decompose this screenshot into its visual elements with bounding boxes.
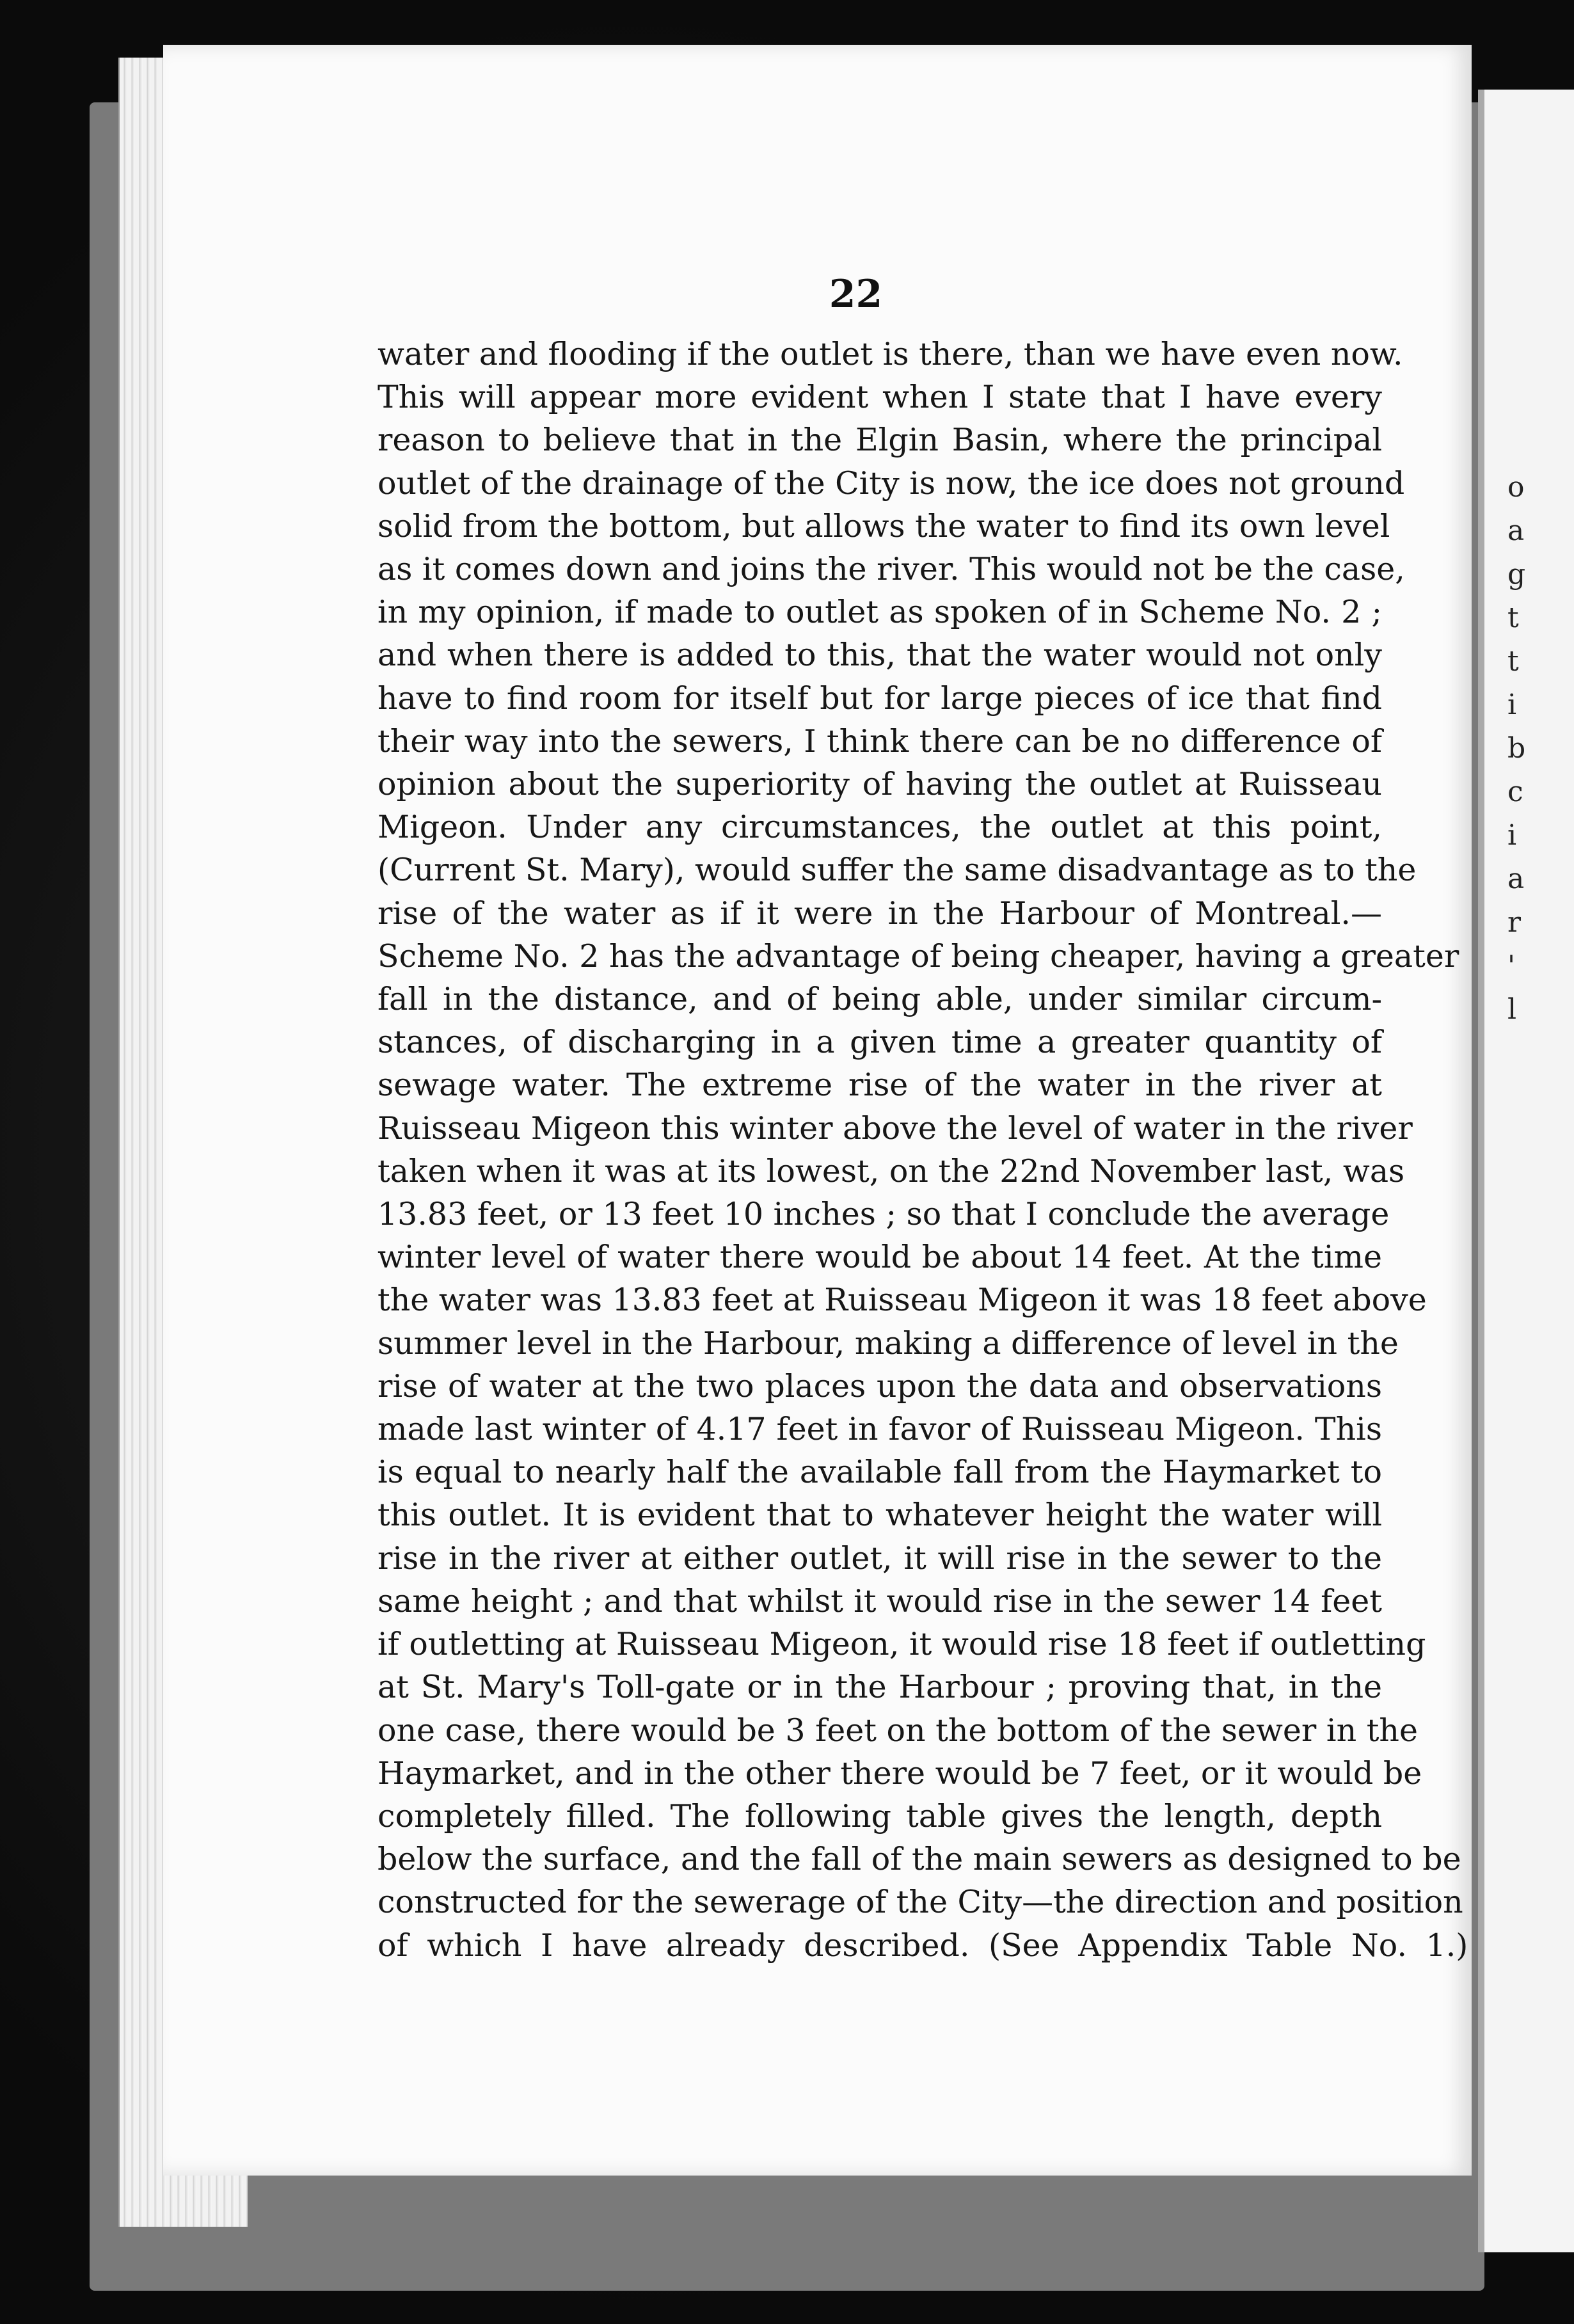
text-line: one case, there would be 3 feet on the bottom of the sewer in the xyxy=(378,1712,1418,1749)
text-line: opinion about the superiority of having the outlet at Ruisseau xyxy=(378,766,1382,803)
adjacent-page-fragment: o xyxy=(1507,471,1525,504)
adjacent-page-fragment: ' xyxy=(1507,950,1516,982)
text-line: This will appear more evident when I state that I have every xyxy=(378,379,1382,416)
text-line: this outlet. It is evident that to whatever height the water will xyxy=(378,1497,1382,1534)
adjacent-page xyxy=(1478,90,1574,2252)
text-line: Haymarket, and in the other there would be 7 feet, or it would be xyxy=(378,1755,1422,1792)
text-line: Scheme No. 2 has the advantage of being cheaper, having a greater xyxy=(378,937,1459,975)
text-line: of which I have already described. (See Appendix Table No. 1.) xyxy=(378,1927,1468,1964)
adjacent-page-fragment: g xyxy=(1507,558,1526,591)
adjacent-page-fragment: l xyxy=(1507,993,1517,1026)
text-line: rise of the water as if it were in the Harbour of Montreal.— xyxy=(378,895,1382,932)
text-line: if outletting at Ruisseau Migeon, it would rise 18 feet if outletting xyxy=(378,1626,1426,1663)
text-line: made last winter of 4.17 feet in favor of Ruisseau Migeon. This xyxy=(378,1411,1382,1448)
text-line: below the surface, and the fall of the main sewers as designed to be xyxy=(378,1841,1461,1878)
text-line: rise of water at the two places upon the data and observations xyxy=(378,1367,1382,1405)
adjacent-page-fragment: i xyxy=(1507,688,1517,721)
text-line: taken when it was at its lowest, on the 22nd November last, was xyxy=(378,1152,1405,1190)
text-line: rise in the river at either outlet, it will rise in the sewer to the xyxy=(378,1540,1382,1577)
page-number: 22 xyxy=(829,272,883,317)
book-page xyxy=(163,45,1472,2176)
body-text xyxy=(378,333,1468,1967)
text-line: summer level in the Harbour, making a difference of level in the xyxy=(378,1325,1399,1362)
text-line: Ruisseau Migeon this winter above the level of water in the river xyxy=(378,1110,1413,1147)
text-line: fall in the distance, and of being able, under similar circum- xyxy=(378,981,1382,1018)
text-line: and when there is added to this, that the water would not only xyxy=(378,637,1382,674)
text-line: Migeon. Under any circumstances, the outlet at this point, xyxy=(378,809,1382,846)
text-line: have to find room for itself but for large pieces of ice that find xyxy=(378,680,1382,717)
text-line: reason to believe that in the Elgin Basin, where the principal xyxy=(378,422,1382,459)
text-line: at St. Mary's Toll-gate or in the Harbour ; proving that, in the xyxy=(378,1669,1382,1706)
adjacent-page-fragment: i xyxy=(1507,819,1517,852)
text-line: sewage water. The extreme rise of the water in the river at xyxy=(378,1067,1382,1104)
text-line: as it comes down and joins the river. This would not be the case, xyxy=(378,551,1405,588)
text-line: winter level of water there would be about 14 feet. At the time xyxy=(378,1239,1382,1276)
text-line: 13.83 feet, or 13 feet 10 inches ; so that I conclude the average xyxy=(378,1196,1390,1233)
text-line: stances, of discharging in a given time a greater quantity of xyxy=(378,1024,1382,1061)
adjacent-page-fragment: t xyxy=(1507,645,1519,678)
adjacent-page-fragment: a xyxy=(1507,863,1525,895)
adjacent-page-fragment: b xyxy=(1507,732,1526,765)
text-line: is equal to nearly half the available fall from the Haymarket to xyxy=(378,1454,1382,1491)
text-line: in my opinion, if made to outlet as spoken of in Scheme No. 2 ; xyxy=(378,594,1382,631)
text-line: same height ; and that whilst it would rise in the sewer 14 feet xyxy=(378,1582,1382,1620)
text-line: outlet of the drainage of the City is now, the ice does not ground xyxy=(378,465,1405,502)
text-line: their way into the sewers, I think there can be no difference of xyxy=(378,722,1382,760)
adjacent-page-fragment: r xyxy=(1507,906,1522,939)
text-line: water and flooding if the outlet is there, than we have even now. xyxy=(378,336,1403,372)
text-line: solid from the bottom, but allows the water to find its own level xyxy=(378,507,1390,545)
adjacent-page-fragment: a xyxy=(1507,514,1525,547)
text-line: (Current St. Mary), would suffer the same disadvantage as to the xyxy=(378,852,1417,889)
text-line: the water was 13.83 feet at Ruisseau Migeon it was 18 feet above xyxy=(378,1282,1427,1319)
text-line: completely filled. The following table gives the length, depth xyxy=(378,1797,1382,1835)
adjacent-page-fragment: t xyxy=(1507,601,1519,634)
text-line: constructed for the sewerage of the City—the direction and position xyxy=(378,1884,1463,1921)
adjacent-page-fragment: c xyxy=(1507,776,1523,808)
